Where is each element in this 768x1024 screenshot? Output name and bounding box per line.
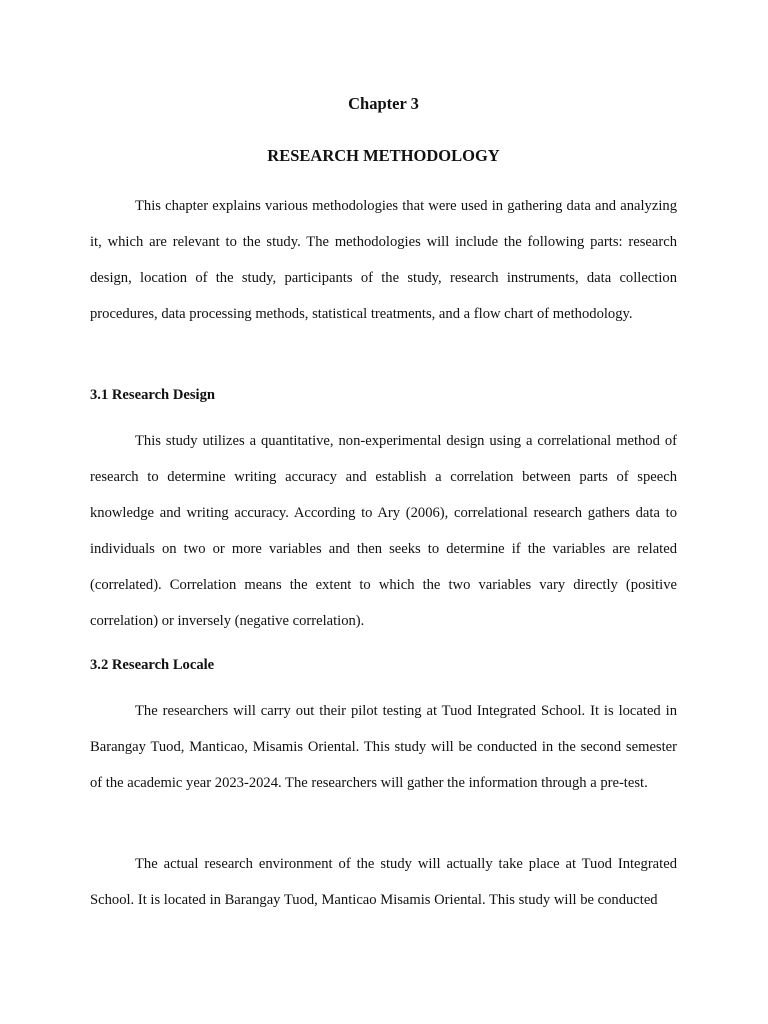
intro-paragraph: This chapter explains various methodologies that were used in gathering data and analyzing it, which are relevant to the study. The methodologies will include the following parts: research design, location of the study, participants of the study, research instruments, data collection procedures, data processing methods, statistical treatments, and a flow chart of methodology. bbox=[90, 198, 677, 322]
research-design-paragraph: This study utilizes a quantitative, non-experimental design using a correlational method of research to determine writing accuracy and establish a correlation between parts of speech knowledge and writing accuracy. According to Ary (2006), correlational research gathers data to individuals on two or more variables and then seeks to determine if the variables are related (correlated). Correlation means the extent to which the two variables vary directly (positive correlation) or inversely (negative correlation). bbox=[90, 433, 677, 629]
section-heading-research-locale: 3.2 Research Locale bbox=[90, 657, 215, 673]
research-locale-paragraph-2: The actual research environment of the study will actually take place at Tuod Integrated School. It is located in Barangay Tuod, Manticao Misamis Oriental. This study will be conducted bbox=[90, 856, 677, 908]
section-heading-research-design: 3.1 Research Design bbox=[90, 387, 215, 403]
chapter-label: Chapter 3 bbox=[348, 94, 419, 113]
research-locale-paragraph-1: The researchers will carry out their pilot testing at Tuod Integrated School. It is located in Barangay Tuod, Manticao, Misamis Oriental. This study will be conducted in the second semester of the academic year 2023-2024. The researchers will gather the information through a pre-test. bbox=[90, 703, 677, 791]
chapter-title: RESEARCH METHODOLOGY bbox=[267, 146, 500, 165]
